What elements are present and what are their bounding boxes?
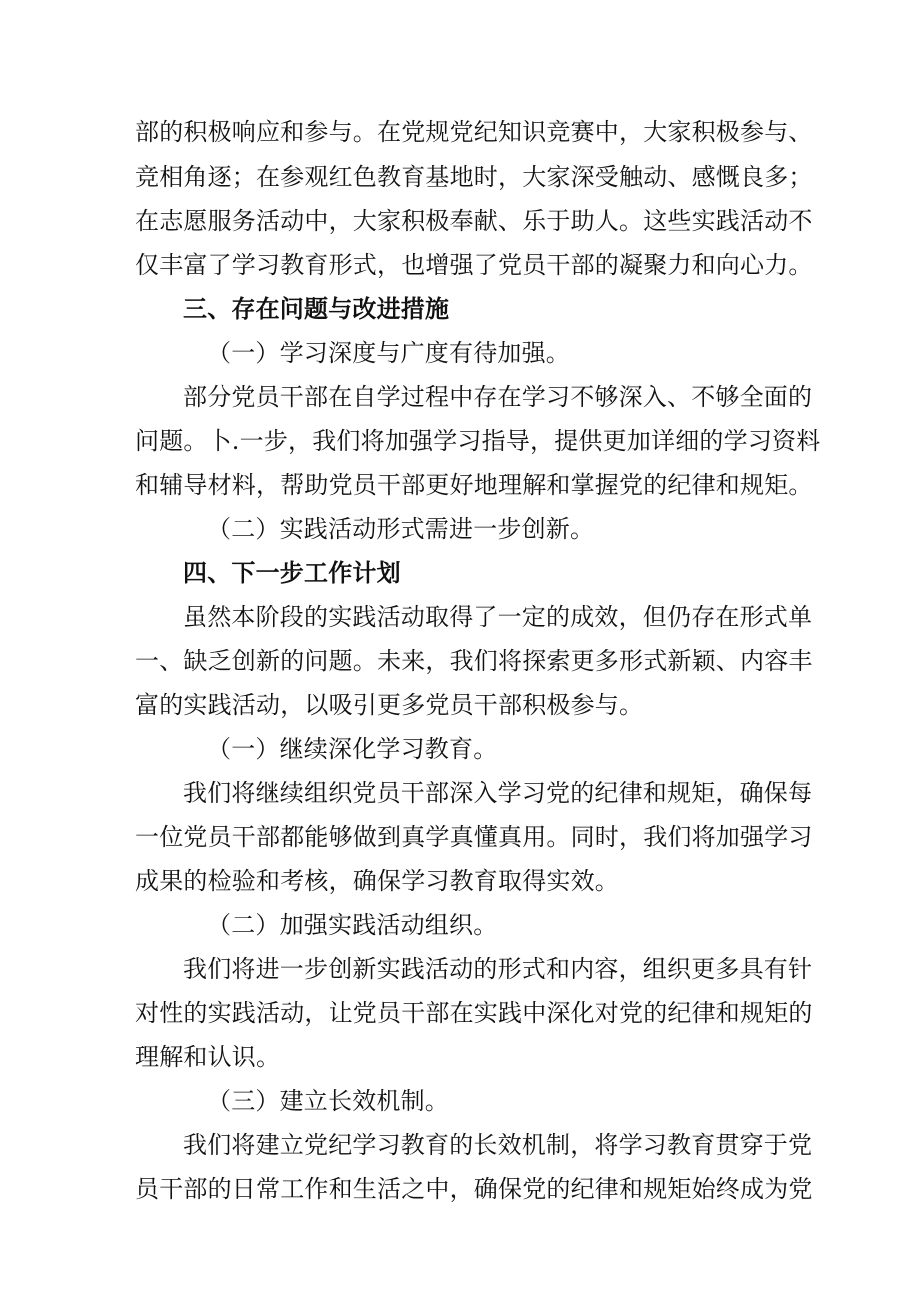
text-line: 我们将继续组织党员干部深入学习党的纪律和规矩，确保每 bbox=[183, 779, 813, 807]
text-line: 员干部的日常工作和生活之中，确保党的纪律和规矩始终成为党 bbox=[135, 1175, 813, 1203]
text-line: 一、缺乏创新的问题。未来，我们将探索更多形式新颖、内容丰 bbox=[135, 647, 813, 675]
text-line: 我们将建立党纪学习教育的长效机制，将学习教育贯穿于党 bbox=[183, 1131, 813, 1159]
text-line: 虽然本阶段的实践活动取得了一定的成效，但仍存在形式单 bbox=[183, 603, 813, 631]
subsection-heading: （一）继续深化学习教育。 bbox=[207, 735, 498, 763]
text-line: 我们将进一步创新实践活动的形式和内容，组织更多具有针 bbox=[183, 955, 813, 983]
text-line: 仅丰富了学习教育形式，也增强了党员干部的凝聚力和向心力。 bbox=[135, 251, 813, 279]
text-line: 竞相角逐；在参观红色教育基地时，大家深受触动、感慨良多； bbox=[135, 163, 813, 191]
subsection-heading: （二）加强实践活动组织。 bbox=[207, 911, 498, 939]
text-line: 理解和认识。 bbox=[135, 1043, 281, 1071]
text-line: 和辅导材料，帮助党员干部更好地理解和掌握党的纪律和规矩。 bbox=[135, 471, 813, 499]
text-line: 对性的实践活动，让党员干部在实践中深化对党的纪律和规矩的 bbox=[135, 999, 813, 1027]
text-line: 部分党员干部在自学过程中存在学习不够深入、不够全面的 bbox=[183, 383, 813, 411]
text-line: 在志愿服务活动中，大家积极奉献、乐于助人。这些实践活动不 bbox=[135, 207, 813, 235]
subsection-heading: （二）实践活动形式需进一步创新。 bbox=[207, 515, 595, 543]
text-line: 部的积极响应和参与。在党规党纪知识竞赛中，大家积极参与、 bbox=[135, 118, 813, 146]
section-heading: 四、下一步工作计划 bbox=[183, 559, 401, 587]
section-heading: 三、存在问题与改进措施 bbox=[183, 295, 450, 323]
subsection-heading: （三）建立长效机制。 bbox=[207, 1087, 449, 1115]
text-line: 成果的检验和考核，确保学习教育取得实效。 bbox=[135, 867, 619, 895]
subsection-heading: （一）学习深度与广度有待加强。 bbox=[207, 339, 570, 367]
text-line: 富的实践活动，以吸引更多党员干部积极参与。 bbox=[135, 691, 644, 719]
text-line: 问题。卜.一步，我们将加强学习指导，提供更加详细的学习资料 bbox=[135, 427, 821, 455]
text-line: 一位党员干部都能够做到真学真懂真用。同时，我们将加强学习 bbox=[135, 823, 813, 851]
